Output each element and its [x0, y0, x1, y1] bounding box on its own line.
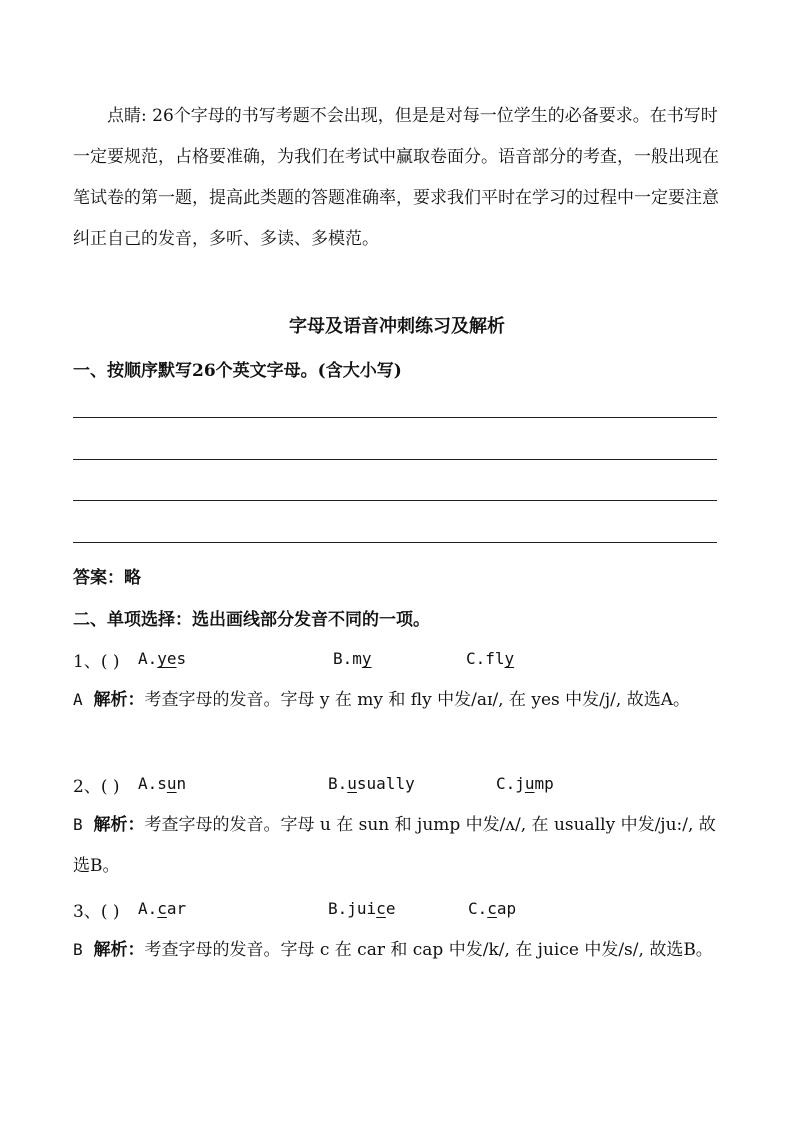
- answer-letter: B: [73, 815, 83, 834]
- section-title: 字母及语音冲刺练习及解析: [289, 316, 505, 337]
- writing-line[interactable]: [73, 500, 717, 501]
- explanation: [73, 679, 728, 721]
- option-b: B.usually: [328, 774, 415, 793]
- question-prefix: 2、( ): [73, 777, 120, 797]
- question-prefix: 3、( ): [73, 902, 120, 922]
- writing-line[interactable]: [73, 417, 717, 418]
- explanation-text: 考查字母的发音。字母 u 在 sun 和 jump 中发/ʌ/, 在 usually 中发/ju:/, 故选B。: [73, 815, 716, 876]
- answer-letter: A: [73, 690, 83, 709]
- option-a: A.sun: [138, 774, 187, 793]
- tip-text: 点睛: 26个字母的书写考题不会出现，但是是对每一位学生的必备要求。在书写时一定要规范，占格要准确，为我们在考试中赢取卷面分。语音部分的考查，一般出现在笔试卷的第一题，提高此类题的答题准确率，要求我们平时在学习的过程中一定要注意纠正自己的发音，多听、多读、多模范。: [73, 106, 719, 249]
- explanation-label: 解析：: [93, 690, 145, 710]
- option-c: C.cap: [468, 899, 517, 918]
- explanation-label: 解析：: [93, 815, 145, 835]
- option-b: B.juice: [328, 899, 396, 918]
- option-b: B.my: [333, 649, 372, 668]
- answer-letter: B: [73, 940, 83, 959]
- part1-title: 一、按顺序默写26个英文字母。(含大小写): [73, 361, 402, 381]
- writing-line[interactable]: [73, 459, 717, 460]
- explanation-label: 解析：: [93, 940, 145, 960]
- explanation: [73, 804, 728, 887]
- question-prefix: 1、( ): [73, 652, 120, 672]
- explanation-text: 考查字母的发音。字母 y 在 my 和 fly 中发/aɪ/, 在 yes 中发/j/, 故选A。: [144, 690, 690, 710]
- option-a: A.car: [138, 899, 187, 918]
- option-c: C.fly: [466, 649, 515, 668]
- option-c: C.jump: [496, 774, 554, 793]
- tip-paragraph: [73, 96, 723, 260]
- part1-answer: 答案：略: [73, 568, 141, 588]
- explanation: [73, 929, 728, 971]
- part2-title: 二、单项选择：选出画线部分发音不同的一项。: [73, 610, 430, 630]
- explanation-text: 考查字母的发音。字母 c 在 car 和 cap 中发/k/, 在 juice 中发/s/, 故选B。: [144, 940, 713, 960]
- option-a: A.yes: [138, 649, 187, 668]
- writing-line[interactable]: [73, 542, 717, 543]
